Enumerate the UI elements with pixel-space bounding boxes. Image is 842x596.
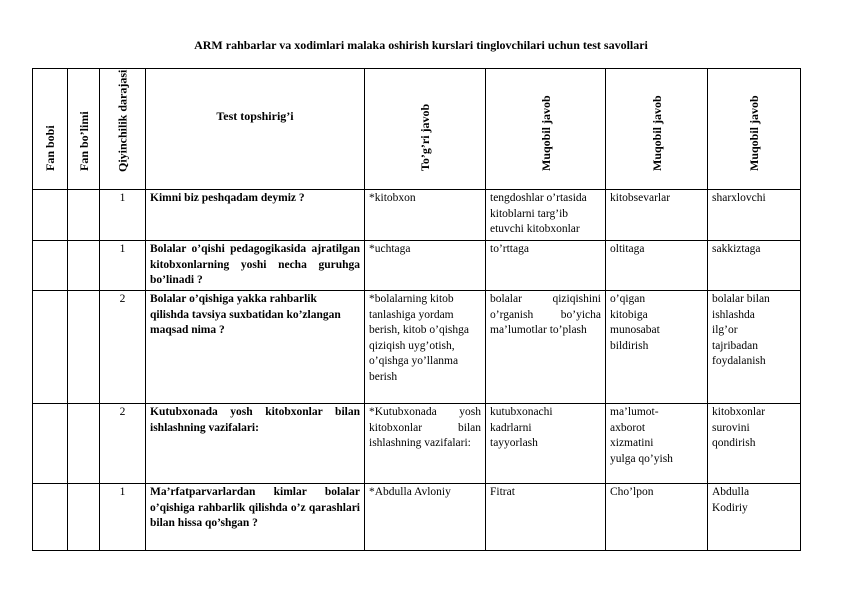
level-cell: 2	[100, 404, 146, 484]
level-cell: 1	[100, 484, 146, 551]
alt-answer-cell: kitobxonlar surovini qondirish	[708, 404, 801, 484]
correct-answer-cell: *Kutubxonada yosh kitobxonlar bilan ishlashning vazifalari:	[365, 404, 486, 484]
document-title: ARM rahbarlar va xodimlari malaka oshirish kurslari tinglovchilari uchun test savollari	[194, 38, 648, 52]
header-muqobil-2: Muqobil javob	[606, 69, 708, 190]
correct-answer-cell: *kitobxon	[365, 190, 486, 241]
alt-answer-cell: Abdulla Kodiriy	[708, 484, 801, 551]
question-cell: Ma’rfatparvarlardan kimlar bolalar o’qishiga rahbarlik qilishda o’z qarashlari bilan hissa qo’shgan ?	[146, 484, 365, 551]
table-row	[33, 190, 801, 241]
table-row	[33, 404, 801, 484]
level-cell: 1	[100, 241, 146, 291]
test-questions-table	[32, 68, 801, 551]
alt-answer-cell: oltitaga	[606, 241, 708, 291]
question-cell: Kimni biz peshqadam deymiz ?	[146, 190, 365, 241]
header-muqobil-1: Muqobil javob	[486, 69, 606, 190]
header-test: Test topshirig’i	[146, 69, 365, 190]
alt-answer-cell: ma’lumot-axborot xizmatini yulga qo’yish	[606, 404, 708, 484]
alt-answer-cell: bolalar bilan ishlashda ilg’or tajribadan foydalanish	[708, 291, 801, 404]
question-cell: Kutubxonada yosh kitobxonlar bilan ishlashning vazifalari:	[146, 404, 365, 484]
alt-answer-cell: kitobsevarlar	[606, 190, 708, 241]
header-fan-bobi: Fan bobi	[33, 69, 68, 190]
level-cell: 1	[100, 190, 146, 241]
level-cell: 2	[100, 291, 146, 404]
alt-answer-cell: tengdoshlar o’rtasida kitoblarni targ’ib etuvchi kitobxonlar	[486, 190, 606, 241]
alt-answer-cell: bolalar qiziqishini o’rganish bo’yicha ma’lumotlar to’plash	[486, 291, 606, 404]
header-qiyinchilik: Qiyinchilik darajasi	[100, 69, 146, 190]
table-row	[33, 241, 801, 291]
table-row	[33, 484, 801, 551]
alt-answer-cell: o’qigan kitobiga munosabat bildirish	[606, 291, 708, 404]
alt-answer-cell: kutubxonachi kadrlarni tayyorlash	[486, 404, 606, 484]
header-fan-bolimi: Fan bo’limi	[68, 69, 100, 190]
header-row	[33, 69, 801, 190]
header-togri-javob: To’g’ri javob	[365, 69, 486, 190]
alt-answer-cell: to’rttaga	[486, 241, 606, 291]
correct-answer-cell: *Abdulla Avloniy	[365, 484, 486, 551]
alt-answer-cell: Cho’lpon	[606, 484, 708, 551]
correct-answer-cell: *bolalarning kitob tanlashiga yordam berish, kitob o’qishga qiziqish uyg’otish, o’qishga yo’llanma berish	[365, 291, 486, 404]
alt-answer-cell: sharxlovchi	[708, 190, 801, 241]
alt-answer-cell: Fitrat	[486, 484, 606, 551]
question-cell: Bolalar o’qishiga yakka rahbarlik qilishda tavsiya suxbatidan ko’zlangan maqsad nima ?	[146, 291, 365, 404]
table-row	[33, 291, 801, 404]
alt-answer-cell: sakkiztaga	[708, 241, 801, 291]
question-cell: Bolalar o’qishi pedagogikasida ajratilgan kitobxonlarning yoshi necha guruhga bo’linadi ?	[146, 241, 365, 291]
header-muqobil-3: Muqobil javob	[708, 69, 801, 190]
correct-answer-cell: *uchtaga	[365, 241, 486, 291]
